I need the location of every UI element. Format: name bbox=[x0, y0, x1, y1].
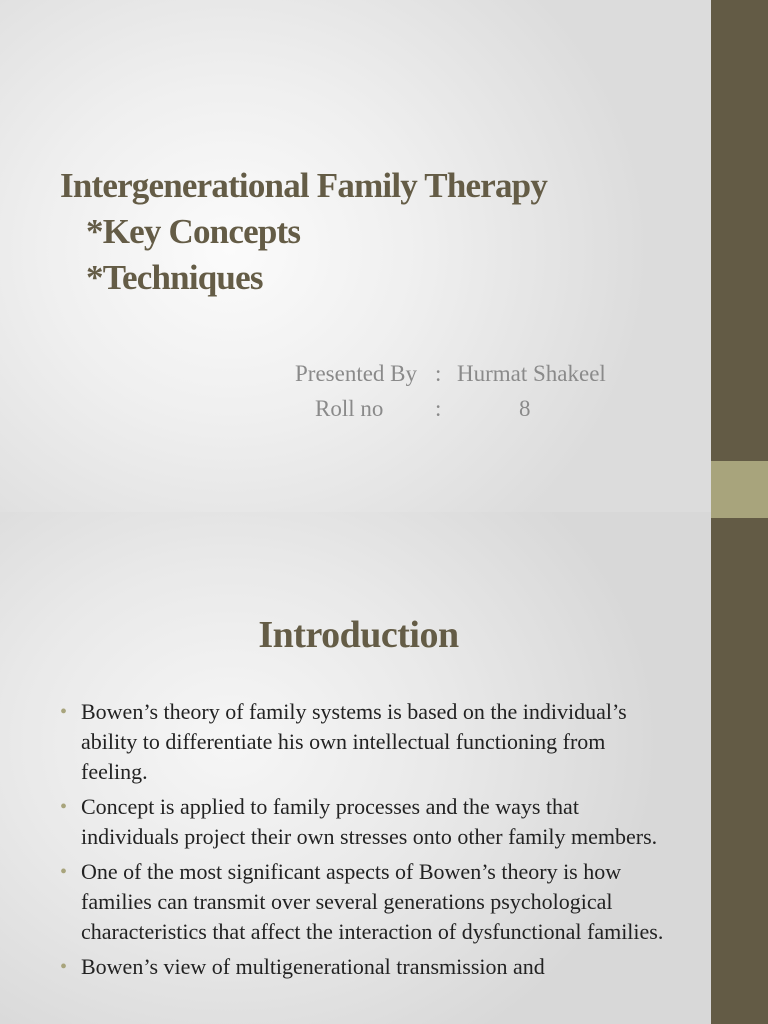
presenter-info bbox=[295, 356, 695, 426]
presenter-row bbox=[295, 356, 695, 391]
roll-value: 8 bbox=[519, 396, 531, 421]
slide-2-title: Introduction bbox=[258, 614, 459, 656]
title-line-2: *Key Concepts bbox=[86, 212, 301, 251]
bullet-dot-icon: • bbox=[60, 796, 68, 818]
bullet-text: Bowen’s theory of family systems is based on the individual’s ability to differentiate his own intellectual functioning from feeling. bbox=[81, 699, 627, 784]
title-line-1: Intergenerational Family Therapy bbox=[60, 166, 548, 205]
presenter-label: Presented By bbox=[295, 361, 418, 386]
list-item bbox=[58, 792, 668, 852]
bullet-text: One of the most significant aspects of Bowen’s theory is how families can transmit over several generations psychological characteristics that affect the interaction of dysfunctional families. bbox=[81, 859, 664, 944]
bullet-text: Concept is applied to family processes and the ways that individuals project their own stresses onto other family members. bbox=[81, 794, 658, 849]
bullet-dot-icon: • bbox=[60, 861, 68, 883]
bullet-dot-icon: • bbox=[60, 956, 68, 978]
list-item bbox=[58, 952, 668, 982]
bullet-dot-icon: • bbox=[60, 701, 68, 723]
presenter-colon: : bbox=[435, 361, 442, 386]
list-item bbox=[58, 857, 668, 947]
bullet-text: Bowen’s view of multigenerational transmission and bbox=[81, 954, 545, 979]
roll-row bbox=[295, 391, 695, 426]
decorative-sidebar-accent bbox=[711, 461, 768, 518]
list-item bbox=[58, 697, 668, 787]
slide-1-title bbox=[60, 163, 700, 301]
roll-label: Roll no bbox=[315, 396, 384, 421]
roll-colon: : bbox=[435, 396, 442, 421]
bullet-list bbox=[58, 697, 668, 987]
title-line-3: *Techniques bbox=[86, 258, 263, 297]
presenter-name: Hurmat Shakeel bbox=[457, 361, 606, 386]
